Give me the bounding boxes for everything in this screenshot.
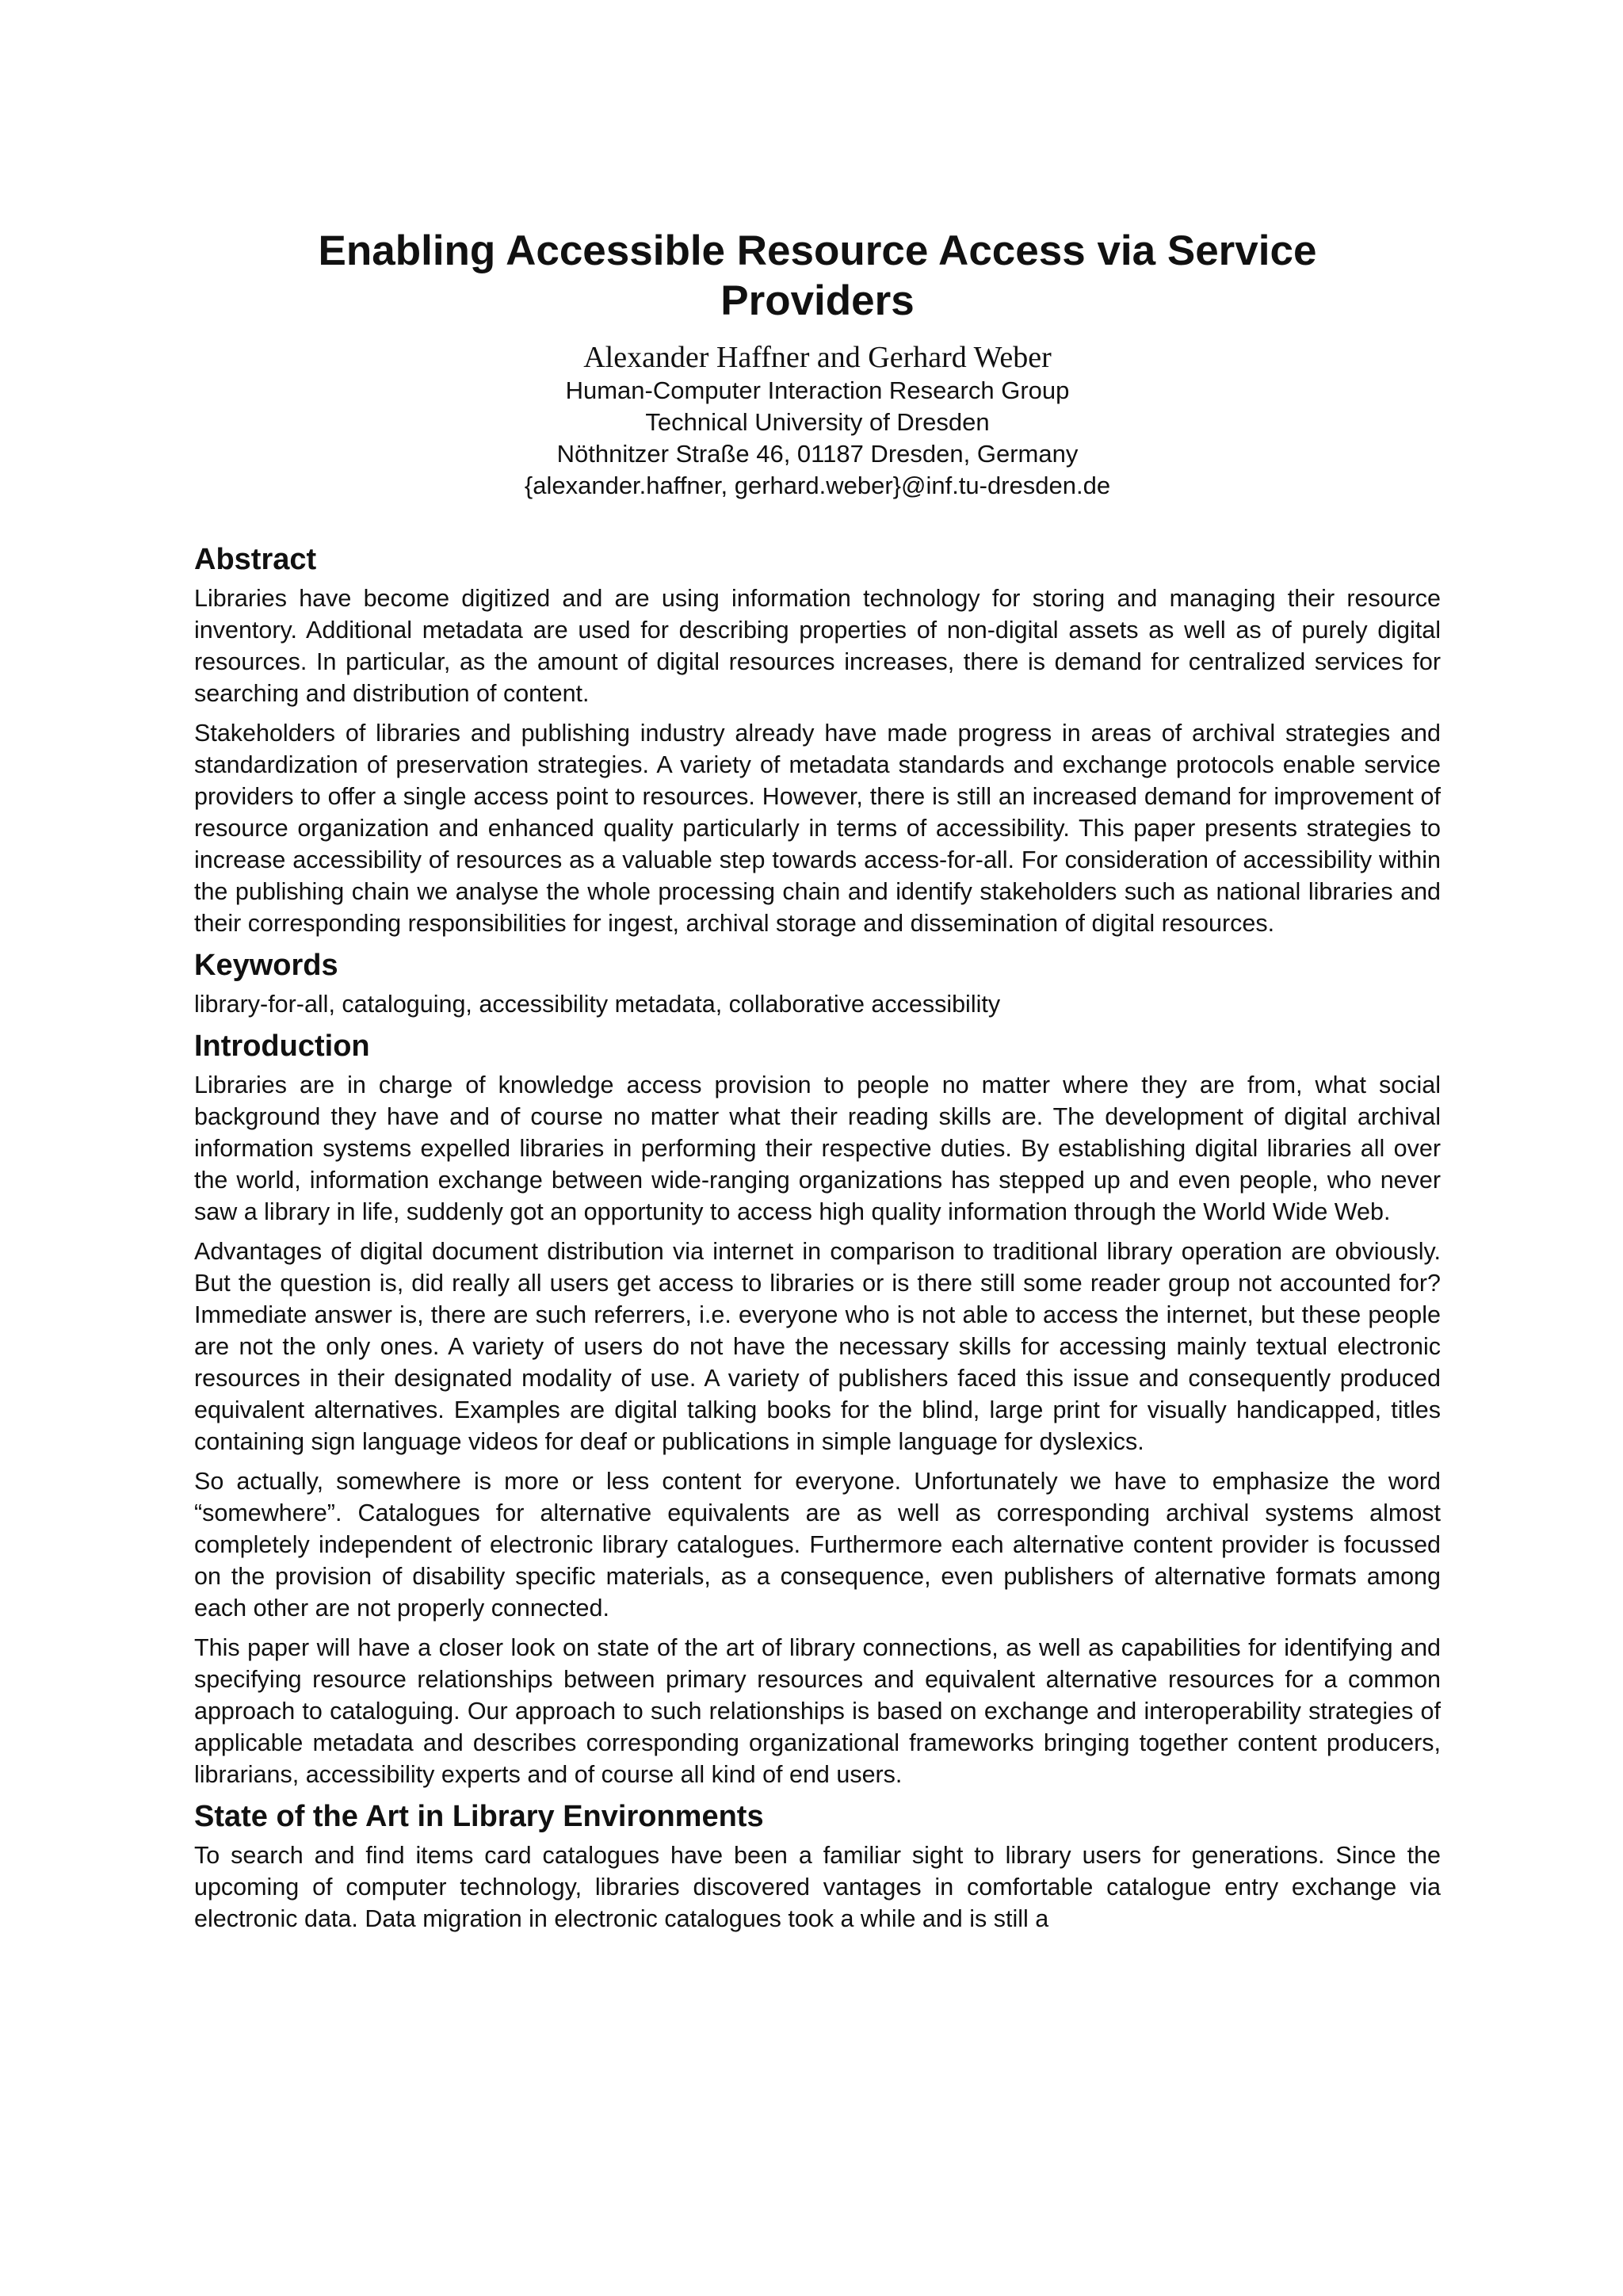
introduction-paragraph-4: This paper will have a closer look on state of the art of library connections, as well as capabilities for identifying and specifying resource relationships between primary resources and equivalent alternative resources for a common approach to cataloguing. Our approach to such relationships is based on exchange and interoperability strategies of applicable metadata and describes corresponding organizational frameworks bringing together content producers, librarians, accessibility experts and of course all kind of end users. <box>194 1634 1441 1788</box>
keywords-text: library-for-all, cataloguing, accessibility metadata, collaborative accessibility <box>194 991 1001 1018</box>
affiliation-group: Human-Computer Interaction Research Group <box>565 376 1070 404</box>
author-block <box>194 340 1441 502</box>
affiliation-address: Nöthnitzer Straße 46, 01187 Dresden, Germany <box>556 440 1079 468</box>
state-of-art-heading: State of the Art in Library Environments <box>194 1800 764 1833</box>
paper-title: Enabling Accessible Resource Access via Service Providers <box>318 227 1317 324</box>
introduction-heading: Introduction <box>194 1030 370 1063</box>
keywords-section <box>194 947 1441 1020</box>
introduction-paragraph-1: Libraries are in charge of knowledge access provision to people no matter where they are from, what social background they have and of course no matter what their reading skills are. The development of digital archival information systems expelled libraries in performing their respective duties. By establishing digital libraries all over the world, information exchange between wide-ranging organizations has stepped up and even people, who never saw a library in life, suddenly got an opportunity to access high quality information through the World Wide Web. <box>194 1072 1441 1225</box>
affiliation-university: Technical University of Dresden <box>645 408 990 436</box>
introduction-paragraph-2: Advantages of digital document distribution via internet in comparison to traditional library operation are obviously. But the question is, did really all users get access to libraries or is there still some reader group not accounted for? Immediate answer is, there are such referrers, i.e. everyone who is not able to access the internet, but these people are not the only ones. A variety of users do not have the necessary skills for accessing mainly textual electronic resources in their designated modality of use. A variety of publishers faced this issue and consequently produced equivalent alternatives. Examples are digital talking books for the blind, large print for visually handicapped, titles containing sign language videos for deaf or publications in simple language for dyslexics. <box>194 1238 1441 1455</box>
abstract-section <box>194 541 1441 939</box>
affiliation-email: {alexander.haffner, gerhard.weber}@inf.tu-dresden.de <box>524 472 1111 499</box>
state-of-art-section <box>194 1798 1441 1935</box>
abstract-heading: Abstract <box>194 543 317 576</box>
state-of-art-paragraph-1: To search and find items card catalogues have been a familiar sight to library users for generations. Since the upcoming of computer technology, libraries discovered vantages in comfortable catalogue entry exchange via electronic data. Data migration in electronic catalogues took a while and is still a <box>194 1842 1441 1932</box>
abstract-paragraph-2: Stakeholders of libraries and publishing industry already have made progress in areas of archival strategies and standardization of preservation strategies. A variety of metadata standards and exchange protocols enable service providers to offer a single access point to resources. However, there is still an increased demand for improvement of resource organization and enhanced quality particularly in terms of accessibility. This paper presents strategies to increase accessibility of resources as a valuable step towards access-for-all. For consideration of accessibility within the publishing chain we analyse the whole processing chain and identify stakeholders such as national libraries and their corresponding responsibilities for ingest, archival storage and dissemination of digital resources. <box>194 720 1441 937</box>
keywords-heading: Keywords <box>194 949 338 982</box>
introduction-paragraph-3: So actually, somewhere is more or less content for everyone. Unfortunately we have to emphasize the word “somewhere”. Catalogues for alternative equivalents are as well as corresponding archival systems almost completely independent of electronic library catalogues. Furthermore each alternative content provider is focussed on the provision of disability specific materials, as a consequence, even publishers of alternative formats among each other are not properly connected. <box>194 1468 1441 1622</box>
paper-authors: Alexander Haffner and Gerhard Weber <box>583 341 1052 374</box>
introduction-section <box>194 1028 1441 1790</box>
abstract-paragraph-1: Libraries have become digitized and are using information technology for storing and managing their resource inventory. Additional metadata are used for describing properties of non-digital assets as well as of purely digital resources. In particular, as the amount of digital resources increases, there is demand for centralized services for searching and distribution of content. <box>194 585 1441 707</box>
paper-page <box>194 226 1441 1943</box>
